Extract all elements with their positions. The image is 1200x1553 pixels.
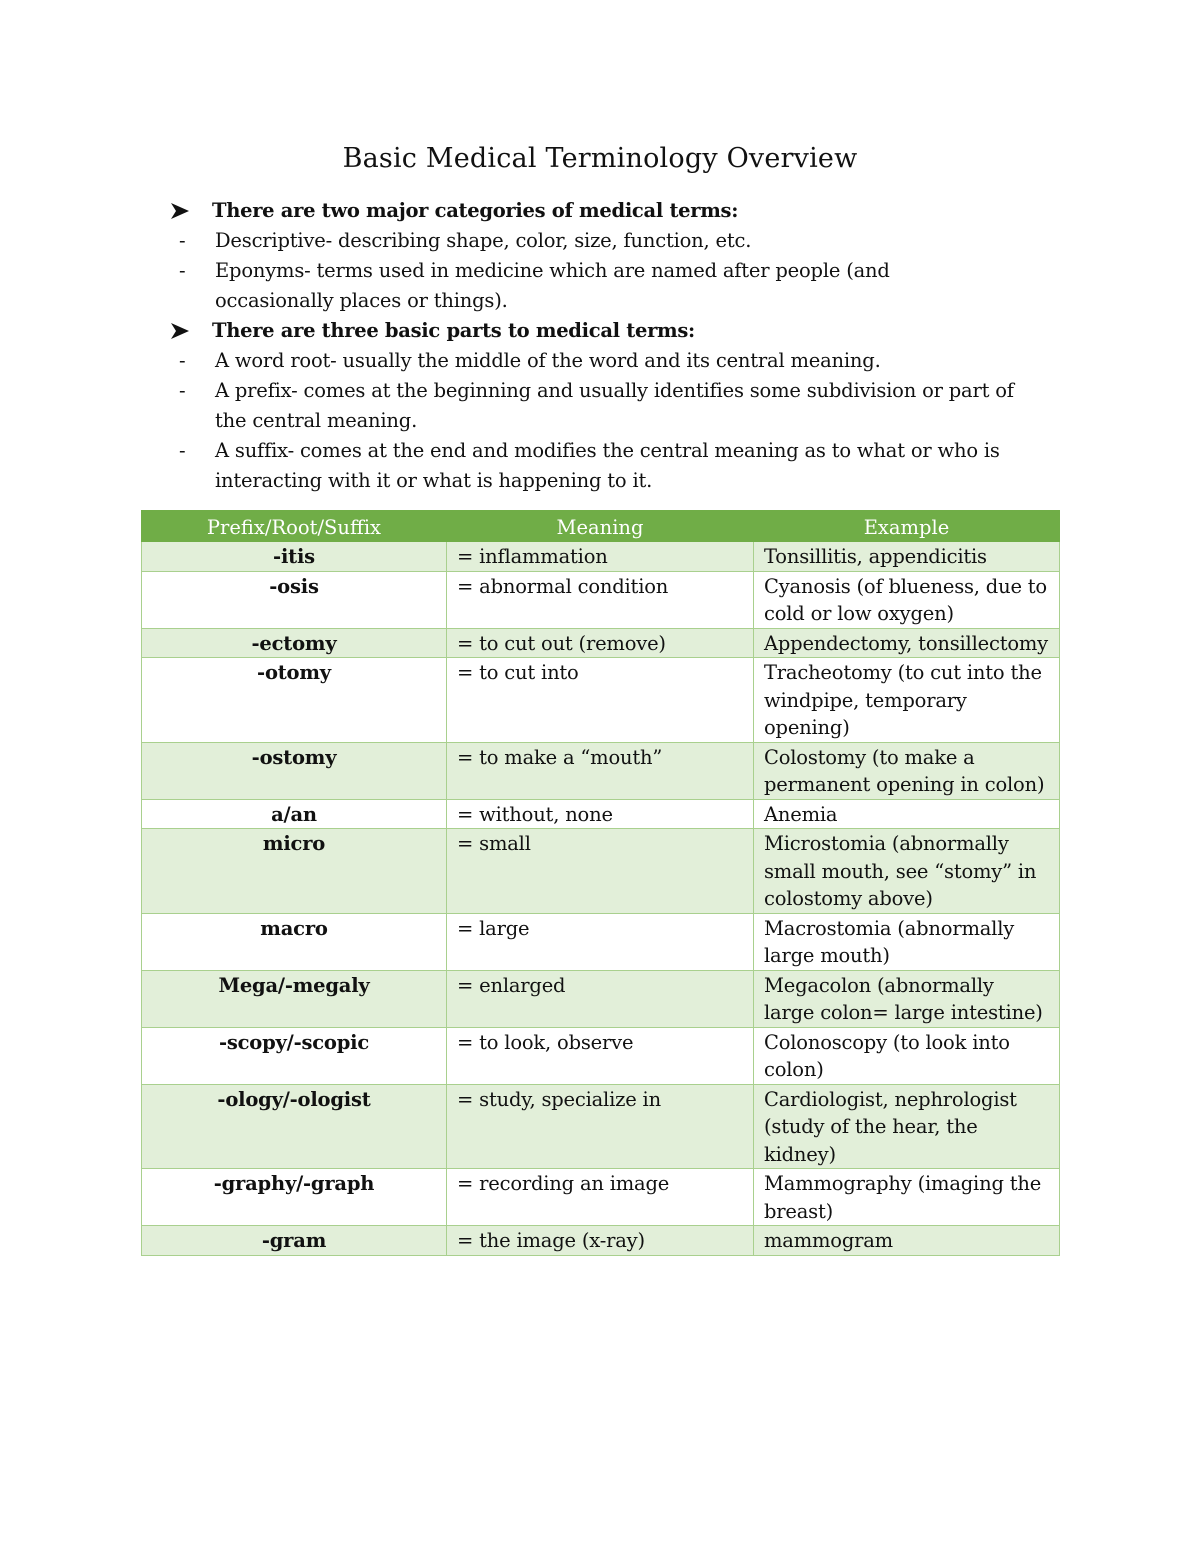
term-cell: -ectomy [142, 628, 447, 658]
term-cell: Mega/-megaly [142, 970, 447, 1027]
meaning-cell: = inflammation [447, 542, 754, 572]
section-categories [170, 196, 1070, 316]
column-header-meaning: Meaning [447, 511, 754, 542]
table-row [142, 829, 1060, 914]
example-cell: Mammography (imaging the breast) [754, 1169, 1060, 1226]
list-item-text: A word root- usually the middle of the word and its central meaning. [215, 349, 881, 372]
list-item [170, 346, 1070, 376]
list-item-text: Eponyms- terms used in medicine which are named after people (and occasionally places or things). [215, 259, 890, 312]
meaning-cell: = to cut into [447, 658, 754, 743]
table-row [142, 742, 1060, 799]
table-row [142, 913, 1060, 970]
dash-bullet-icon: - [179, 439, 186, 462]
table-header-row [142, 511, 1060, 542]
list-item [170, 226, 1070, 256]
overview-content [170, 196, 1070, 496]
meaning-cell: = abnormal condition [447, 571, 754, 628]
table-row [142, 542, 1060, 572]
table-row [142, 1084, 1060, 1169]
example-cell: Anemia [754, 799, 1060, 829]
list-item [170, 376, 1070, 436]
term-cell: -osis [142, 571, 447, 628]
table-row [142, 1169, 1060, 1226]
section-heading [170, 196, 1070, 226]
example-cell: Tonsillitis, appendicitis [754, 542, 1060, 572]
bullet-list [170, 226, 1070, 316]
list-item [170, 256, 1070, 316]
example-cell: Cyanosis (of blueness, due to cold or low oxygen) [754, 571, 1060, 628]
meaning-cell: = study, specialize in [447, 1084, 754, 1169]
table-row [142, 571, 1060, 628]
page-title: Basic Medical Terminology Overview [342, 143, 858, 174]
dash-bullet-icon: - [179, 349, 186, 372]
example-cell: Cardiologist, nephrologist (study of the hear, the kidney) [754, 1084, 1060, 1169]
meaning-cell: = to look, observe [447, 1027, 754, 1084]
term-cell: -graphy/-graph [142, 1169, 447, 1226]
meaning-cell: = large [447, 913, 754, 970]
term-cell: -otomy [142, 658, 447, 743]
example-cell: mammogram [754, 1226, 1060, 1256]
meaning-cell: = without, none [447, 799, 754, 829]
table-row [142, 799, 1060, 829]
bullet-list [170, 346, 1070, 496]
meaning-cell: = recording an image [447, 1169, 754, 1226]
example-cell: Colostomy (to make a permanent opening in colon) [754, 742, 1060, 799]
dash-bullet-icon: - [179, 229, 186, 252]
term-cell: -ostomy [142, 742, 447, 799]
table-row [142, 1027, 1060, 1084]
arrowhead-bullet-icon [170, 316, 212, 346]
table-row [142, 1226, 1060, 1256]
dash-bullet-icon: - [179, 379, 186, 402]
example-cell: Tracheotomy (to cut into the windpipe, temporary opening) [754, 658, 1060, 743]
meaning-cell: = small [447, 829, 754, 914]
terminology-table [141, 510, 1060, 1256]
section-parts [170, 316, 1070, 496]
example-cell: Megacolon (abnormally large colon= large intestine) [754, 970, 1060, 1027]
term-cell: -itis [142, 542, 447, 572]
term-cell: macro [142, 913, 447, 970]
section-heading-text: There are two major categories of medical terms: [212, 199, 739, 222]
arrowhead-bullet-icon [170, 196, 212, 226]
table-row [142, 628, 1060, 658]
section-heading [170, 316, 1070, 346]
list-item [170, 436, 1070, 496]
table-row [142, 970, 1060, 1027]
list-item-text: Descriptive- describing shape, color, size, function, etc. [215, 229, 752, 252]
example-cell: Macrostomia (abnormally large mouth) [754, 913, 1060, 970]
table-row [142, 658, 1060, 743]
meaning-cell: = enlarged [447, 970, 754, 1027]
term-cell: -scopy/-scopic [142, 1027, 447, 1084]
dash-bullet-icon: - [179, 259, 186, 282]
term-cell: -ology/-ologist [142, 1084, 447, 1169]
term-cell: micro [142, 829, 447, 914]
meaning-cell: = the image (x-ray) [447, 1226, 754, 1256]
meaning-cell: = to cut out (remove) [447, 628, 754, 658]
list-item-text: A prefix- comes at the beginning and usually identifies some subdivision or part of the central meaning. [215, 379, 1014, 432]
meaning-cell: = to make a “mouth” [447, 742, 754, 799]
section-heading-text: There are three basic parts to medical terms: [212, 319, 695, 342]
list-item-text: A suffix- comes at the end and modifies the central meaning as to what or who is interacting with it or what is happening to it. [215, 439, 1000, 492]
example-cell: Colonoscopy (to look into colon) [754, 1027, 1060, 1084]
column-header-term: Prefix/Root/Suffix [142, 511, 447, 542]
term-cell: -gram [142, 1226, 447, 1256]
term-cell: a/an [142, 799, 447, 829]
column-header-example: Example [754, 511, 1060, 542]
example-cell: Microstomia (abnormally small mouth, see “stomy” in colostomy above) [754, 829, 1060, 914]
example-cell: Appendectomy, tonsillectomy [754, 628, 1060, 658]
